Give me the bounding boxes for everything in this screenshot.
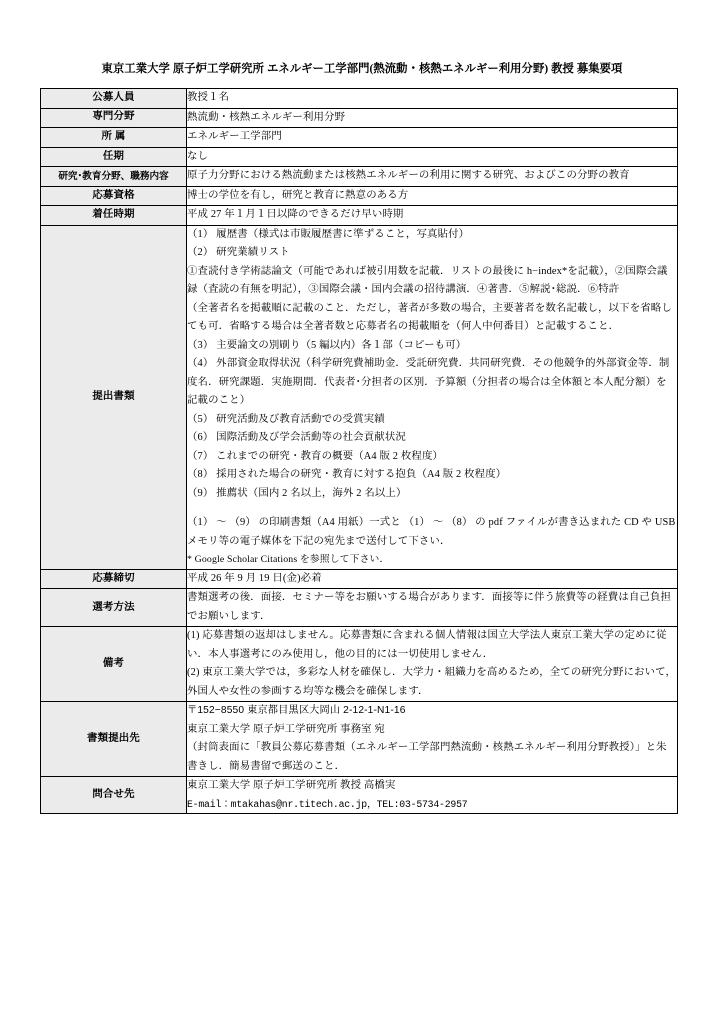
- row-label-selection-method: 選考方法: [41, 589, 187, 627]
- text-line: （3） 主要論文の別刷り（5 編以内）各１部（コピーも可）: [187, 339, 467, 351]
- table-row: [41, 186, 678, 206]
- table-row: [41, 89, 678, 109]
- row-label-submission-address: 書類提出先: [41, 702, 187, 777]
- row-value-term: [187, 147, 678, 167]
- row-label-start-date: 着任時期: [41, 206, 187, 226]
- text-line: 平成 26 年 9 月 19 日(金)必着: [187, 572, 322, 584]
- text-line: 熱流動・核熱エネルギー利用分野: [187, 111, 346, 123]
- row-value-required-documents: [187, 225, 678, 569]
- row-label-required-documents: 提出書類: [41, 225, 187, 569]
- text-line: （封筒表面に「教員公募応募書類（エネルギー工学部門熱流動・核熱エネルギー利用分野教授）」と朱書きし．簡易書留で郵送のこと．: [187, 742, 667, 772]
- table-row: [41, 167, 678, 187]
- text-line: 平成 27 年１月１日以降のできるだけ早い時期: [187, 209, 404, 221]
- blank-line: [187, 503, 677, 514]
- row-label-recruitment-count: 公募人員: [41, 89, 187, 109]
- table-row: [41, 206, 678, 226]
- text-line-contact-person: 東京工業大学 原子炉工学研究所 教授 高橋実: [187, 780, 396, 792]
- row-value-contact: [187, 777, 678, 814]
- text-line-email-tel: E-mail：mtakahas@nr.titech.ac.jp，TEL:03-5734-2957: [187, 798, 468, 810]
- row-label-contact: 問合せ先: [41, 777, 187, 814]
- text-line: 書類選考の後．面接．セミナー等をお願いする場合があります．面接等に伴う旅費等の経費は自己負担でお願いします．: [187, 592, 672, 622]
- table-row: [41, 702, 678, 777]
- text-line: （7） これまでの研究・教育の概要（A4 版 2 枚程度）: [187, 450, 444, 462]
- row-value-deadline: [187, 569, 678, 589]
- text-line: ①査読付き学術誌論文（可能であれば被引用数を記載．リストの最後に h−index*を記載），②国際会議録（査読の有無を明記），③国際会議・国内会議の招待講演．④著書．⑤解説･総説．⑥特許: [187, 265, 668, 296]
- text-line: （4） 外部資金取得状況（科学研究費補助金．受託研究費．共同研究費．その他競争的外部資金等．制度名．研究課題．実施期間．代表者･分担者の区別．予算額（分担者の場合は全体額と本人配分額）を記載のこと）: [187, 358, 670, 407]
- row-label-affiliation: 所 属: [41, 128, 187, 148]
- text-line: なし: [187, 150, 209, 162]
- footnote-google-scholar: * Google Scholar Citations を参照して下さい．: [187, 554, 390, 566]
- row-value-remarks: [187, 627, 678, 702]
- table-row: [41, 589, 678, 627]
- text-line: 博士の学位を有し，研究と教育に熱意のある方: [187, 189, 409, 201]
- row-value-qualifications: [187, 186, 678, 206]
- row-label-term: 任期: [41, 147, 187, 167]
- row-value-selection-method: [187, 589, 678, 627]
- table-row: [41, 147, 678, 167]
- row-label-remarks: 備考: [41, 627, 187, 702]
- text-line: 教授１名: [187, 92, 230, 103]
- text-line: (2) 東京工業大学では，多彩な人材を確保し．大学力・組織力を高めるため，全ての研究分野において，外国人や女性の参画する均等な機会を確保します．: [187, 667, 677, 697]
- row-value-research-education-duties: [187, 167, 678, 187]
- job-posting-table: [40, 88, 678, 814]
- row-label-deadline: 応募締切: [41, 569, 187, 589]
- row-label-specialty-field: 専門分野: [41, 108, 187, 128]
- text-line-postal-address: 〒152−8550 東京都目黒区大岡山 2-12-1-N1-16: [187, 705, 406, 717]
- row-value-start-date: [187, 206, 678, 226]
- text-line: （5） 研究活動及び教育活動での受賞実績: [187, 413, 385, 425]
- text-line: 原子力分野における熱流動または核熱エネルギーの利用に関する研究、およびこの分野の教育: [187, 170, 630, 182]
- text-line: （6） 国際活動及び学会活動等の社会貢献状況: [187, 432, 406, 444]
- row-value-affiliation: [187, 128, 678, 148]
- text-line: （1） 履歴書（様式は市販履歴書に準ずること，写真貼付）: [187, 228, 470, 240]
- table-row: [41, 569, 678, 589]
- table-row: [41, 627, 678, 702]
- text-line: （全著者名を掲載順に記載のこと．ただし，著者が多数の場合，主要著者を数名記載し，以下を省略しても可．省略する場合は全著者数と応募者名の掲載順を（何人中何番目）と記載すること．: [187, 302, 672, 333]
- row-value-specialty-field: [187, 108, 678, 128]
- text-line-submission-instructions: （1） ～ （9） の印刷書類（A4 用紙）一式と （1） ～ （8） の pdf ファイルが書き込まれた CD や USB メモリ等の電子媒体を下記の宛先まで送付して下さい．: [187, 517, 676, 547]
- table-row: [41, 108, 678, 128]
- row-value-submission-address: [187, 702, 678, 777]
- row-value-recruitment-count: [187, 89, 678, 109]
- text-line: （9） 推薦状（国内 2 名以上，海外 2 名以上）: [187, 487, 407, 499]
- text-line: 東京工業大学 原子炉工学研究所 事務室 宛: [187, 723, 385, 735]
- table-row: [41, 225, 678, 569]
- text-line: (1) 応募書類の返却はしません。応募書類に含まれる個人情報は国立大学法人東京工業大学の定めに従い．本人事選考にのみ使用し，他の目的には一切使用しません．: [187, 630, 667, 660]
- page-title: 東京工業大学 原子炉工学研究所 エネルギー工学部門(熱流動・核熱エネルギー利用分野) 教授 募集要項: [101, 63, 623, 75]
- text-line: （2） 研究業績リスト: [187, 247, 290, 259]
- row-label-qualifications: 応募資格: [41, 186, 187, 206]
- table-row: [41, 777, 678, 814]
- text-line: （8） 採用された場合の研究・教育に対する抱負（A4 版 2 枚程度）: [187, 469, 507, 481]
- row-label-research-education-duties: 研究･教育分野、職務内容: [41, 167, 187, 187]
- text-line: エネルギー工学部門: [187, 131, 282, 143]
- table-row: [41, 128, 678, 148]
